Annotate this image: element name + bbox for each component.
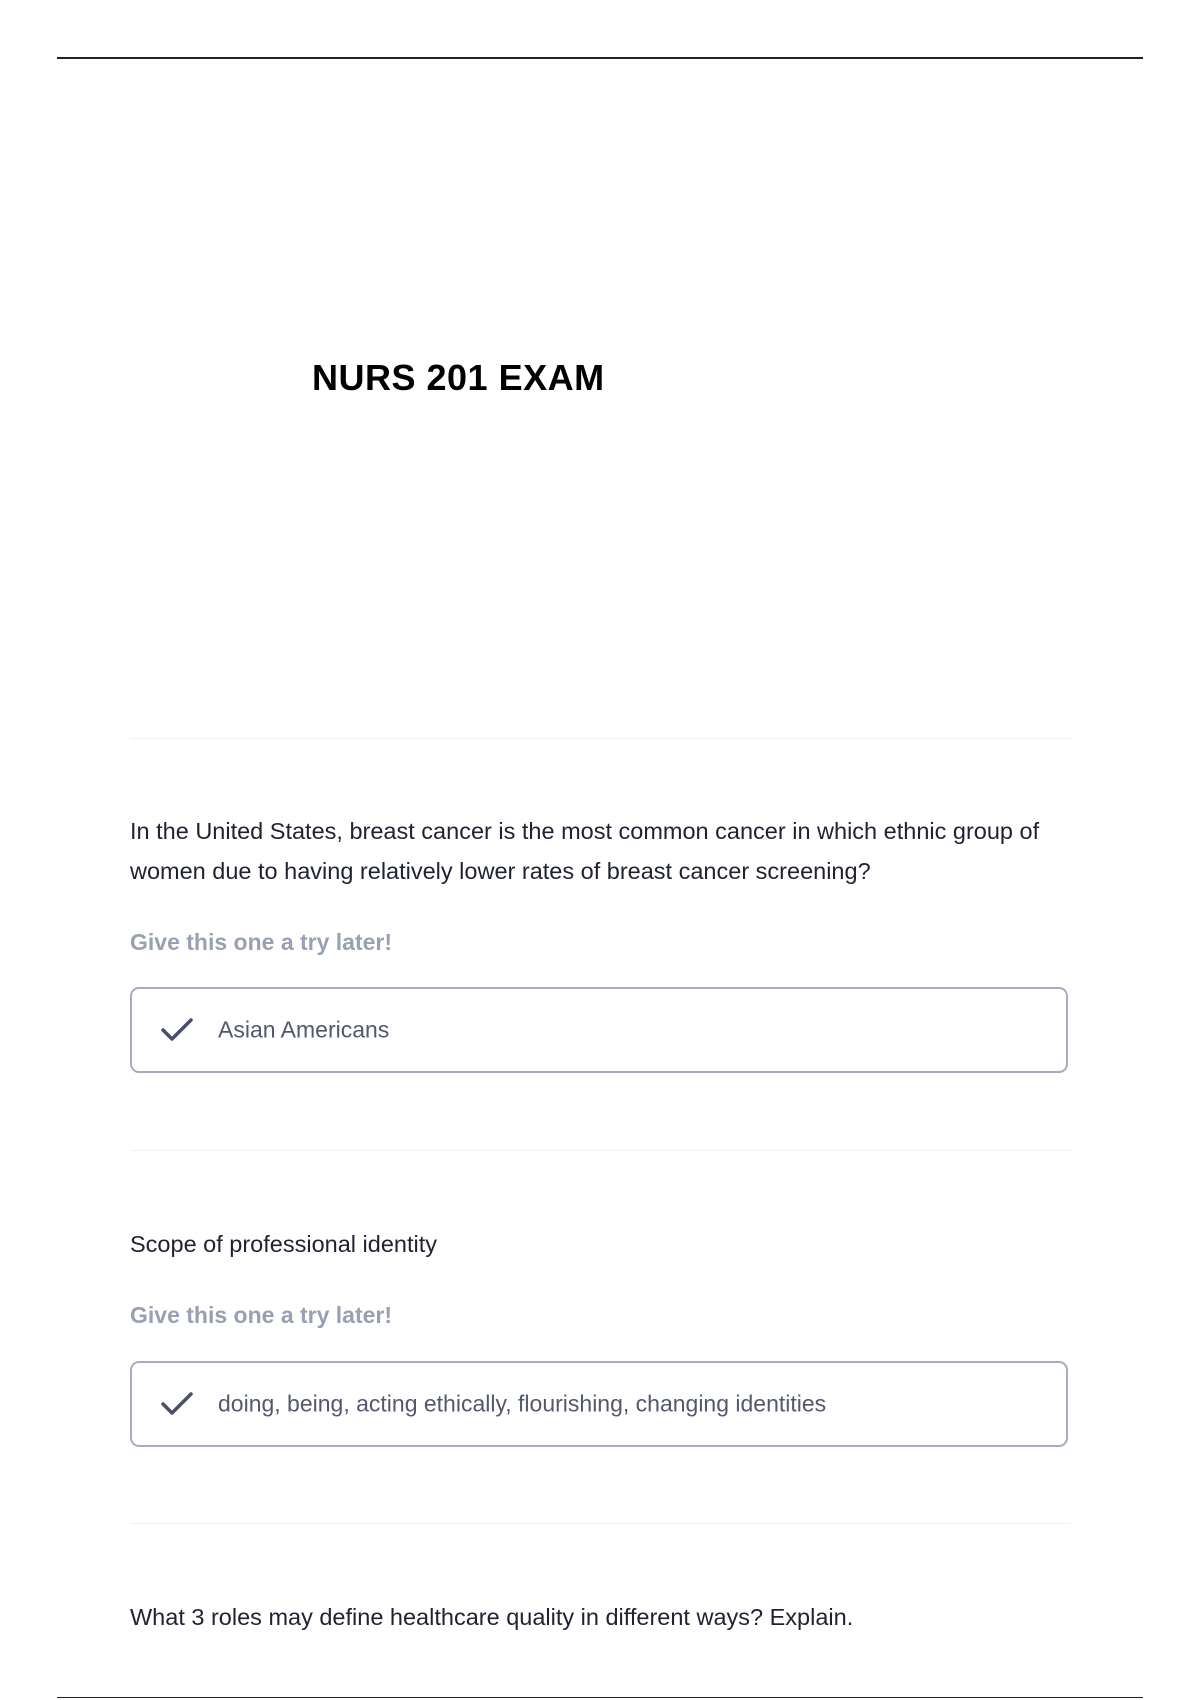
exam-title: NURS 201 EXAM xyxy=(312,357,605,398)
question-1-answer-card[interactable] xyxy=(130,987,1068,1073)
check-icon xyxy=(160,1016,194,1044)
section-divider xyxy=(130,1523,1071,1524)
question-1-answer-text: Asian Americans xyxy=(218,1016,390,1043)
question-1-hint[interactable]: Give this one a try later! xyxy=(130,929,393,955)
question-2-hint[interactable]: Give this one a try later! xyxy=(130,1302,393,1328)
question-1-prompt: In the United States, breast cancer is the most common cancer in which ethnic group of women due to having relatively lower rates of breast cancer screening? xyxy=(130,818,1040,884)
section-divider xyxy=(130,738,1071,739)
page-bottom-rule xyxy=(57,1697,1143,1698)
question-2-prompt: Scope of professional identity xyxy=(130,1231,437,1257)
question-3-prompt: What 3 roles may define healthcare quality in different ways? Explain. xyxy=(130,1604,854,1630)
check-icon xyxy=(160,1390,194,1418)
question-2-answer-card[interactable] xyxy=(130,1361,1068,1447)
page-top-rule xyxy=(57,57,1143,59)
section-divider xyxy=(130,1150,1071,1151)
question-2-answer-text: doing, being, acting ethically, flourishing, changing identities xyxy=(218,1390,827,1417)
